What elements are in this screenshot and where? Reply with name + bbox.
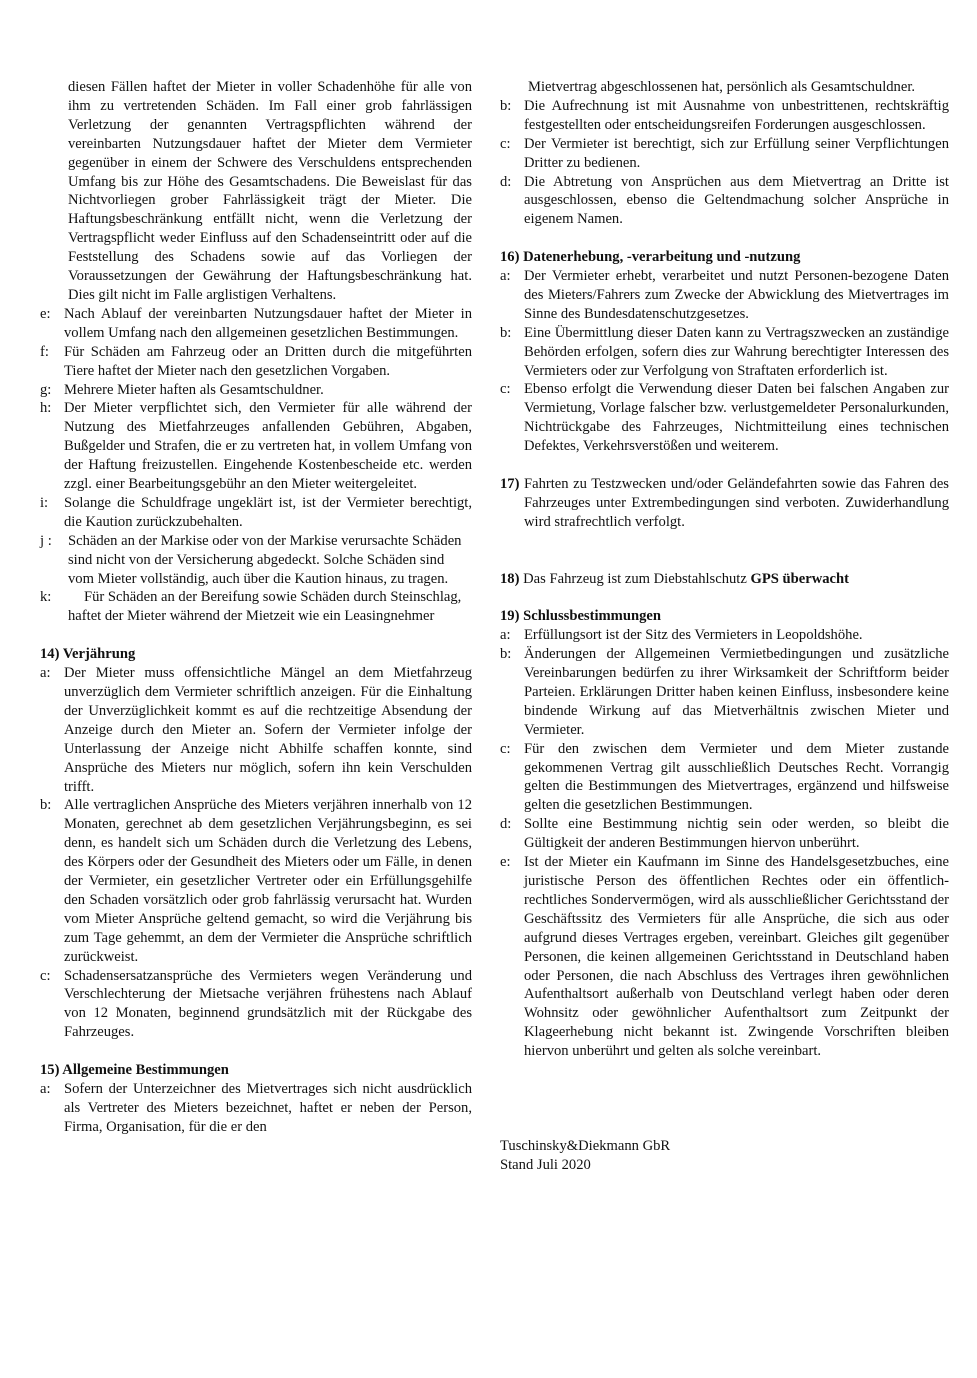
list-item: f: Für Schäden am Fahrzeug oder an Dritten durch die mitgeführten Tiere haftet der Mieter nach den gesetzlichen Vorgaben. xyxy=(40,343,472,379)
list-item: c: Für den zwischen dem Vermieter und dem Mieter zustande gekommenen Vertrag gilt ausschließlich Deutsches Recht. Vorrangig gelten die Bestimmungen des Mietvertrages, ergänzend und hilfsweise gelten die gesetzlichen Bestimmungen. xyxy=(500,740,949,814)
section-18: 18) Das Fahrzeug ist zum Diebstahlschutz GPS überwacht xyxy=(500,570,850,587)
list-item: g: Mehrere Mieter haften als Gesamtschuldner. xyxy=(40,381,324,398)
list-item: c: Ebenso erfolgt die Verwendung dieser Daten bei falschen Angaben zur Vermietung, Vorlage falscher bzw. verlustgemeldeter Personalurkunden, Nichtrückgabe des Fahrzeuges, Nichtmitteilung eines technischen Defektes, Verkehrsverstößen und weiterem. xyxy=(500,381,949,455)
list-item-j-line: vom Mieter vollständig, auch über die Kaution hinaus, zu tragen. xyxy=(68,570,449,587)
left-column xyxy=(40,78,472,1137)
list-item: i: Solange die Schuldfrage ungeklärt ist, ist der Vermieter berechtigt, die Kaution zurückzubehalten. xyxy=(40,494,472,530)
section-heading: 15) Allgemeine Bestimmungen xyxy=(40,1062,229,1079)
list-item: c: Der Vermieter ist berechtigt, sich zur Erfüllung seiner Verpflichtungen Dritter zu bedienen. xyxy=(500,135,949,171)
list-item: d: Sollte eine Bestimmung nichtig sein oder werden, so bleibt die Gültigkeit der anderen Bestimmungen hiervon unberührt. xyxy=(500,816,949,852)
list-item: d: Die Abtretung von Ansprüchen aus dem Mietvertrag an Dritte ist ausgeschlossen, ebenso die Geltendmachung solcher Ansprüche in eigenem Namen. xyxy=(500,173,949,228)
list-item: a: Sofern der Unterzeichner des Mietvertrages sich nicht ausdrücklich als Vertreter des Mieters bezeichnet, haftet er neben der Person, Firma, Organisation, für die er den xyxy=(40,1081,472,1135)
list-item-j-line: sind nicht von der Versicherung abgedeckt. Solche Schäden sind xyxy=(68,551,445,568)
list-item: a: Der Mieter muss offensichtliche Mängel an dem Mietfahrzeug unverzüglich dem Vermieter schriftlich anzeigen. Für die Einhaltung der Unverzüglichkeit kommt es auf die rechtzeitige Absendung der Anzeige durch den Mieter an. Sofern der Vermieter infolge der Unterlassung der Anzeige nicht Abhilfe schaffen konnte, sind Ansprüche des Mieters nur möglich, sofern ihn kein Verschulden trifft. xyxy=(40,665,472,795)
list-item-k: k: Für Schäden an der Bereifung sowie Schäden durch Steinschlag, xyxy=(40,589,462,606)
list-item: a: Der Vermieter erhebt, verarbeitet und nutzt Personen-bezogene Daten des Mieters/Fahrers zum Zwecke der Abwicklung des Mietvertrages im Sinne des Bundesdatenschutzgesetzes. xyxy=(500,268,949,322)
section-heading: 19) Schlussbestimmungen xyxy=(500,608,661,625)
list-item: b: Änderungen der Allgemeinen Vermietbedingungen und zusätzliche Vereinbarungen bedürfen zu ihrer Wirksamkeit der Schriftform beider Parteien. Erklärungen Dritter haben keinen Einfluss, insbesondere keine bindende Wirkung auf das Mietverhältnis zwischen Mieter und Vermieter. xyxy=(500,646,949,738)
footer-date: Stand Juli 2020 xyxy=(500,1156,591,1173)
list-item: b: Eine Übermittlung dieser Daten kann zu Vertragszwecken an zuständige Behörden erfolgen, sofern dies zur Wahrung berechtigter Interessen des Vermieters oder zur Verfolgung von Straftaten erforderlich ist. xyxy=(500,324,949,379)
list-item: b: Die Aufrechnung ist mit Ausnahme von unbestrittenen, rechtskräftig festgestellten oder entscheidungsreifen Forderungen ausgeschlossen. xyxy=(500,97,949,133)
list-item: e: Nach Ablauf der vereinbarten Nutzungsdauer haftet der Mieter in vollem Umfang nach den allgemeinen gesetzlichen Bestimmungen. xyxy=(40,305,472,341)
list-item: e: Ist der Mieter ein Kaufmann im Sinne des Handelsgesetzbuches, eine juristische Person des öffentlichen Rechtes oder ein öffentlich-rechtliches Sondervermögen, wird als ausschließlicher Gerichtsstand der Geschäftssitz des Vermieters für alle Ansprüche, die sich aus oder aufgrund dieses Vertrages ergeben, vereinbart. Gleiches gilt gegenüber Personen, die keinen allgemeinen Gerichtsstand in Deutschland haben oder Personen, die nach Abschluss des Vertrages ihren gewöhnlichen Aufenthaltsort außerhalb von Deutschland verlegt haben oder deren Wohnsitz oder gewöhnlicher Aufenthaltsort zum Zeitpunkt der Klageerhebung nicht bekannt ist. Zwingende Vorschriften bleiben hiervon unberührt und gelten als solche vereinbart. xyxy=(500,854,949,1060)
continued-paragraph: diesen Fällen haftet der Mieter in voller Schadenhöhe für alle von ihm zu vertretenden Schäden. Im Fall einer grob fahrlässigen Verletzung der genannten Vertragspflichten während der vereinbarten Nutzungsdauer haftet der Mieter dem Vermieter gegenüber in einem der Schwere des Verschuldens entsprechenden Umfang bis zur Höhe des Gesamtschadens. Die Beweislast für das Nichtvorliegen grober Fahrlässigkeit trägt der Mieter. Die Haftungsbeschränkung entfällt nicht, wenn die Verletzung der Vertragspflicht weder Einfluss auf den Schadenseintritt oder auf die Feststellung des Schadens sowie auf das Vorliegen der Voraussetzungen der Gewährung der Haftungsbeschränkung hat. Dies gilt nicht im Falle arglistigen Verhaltens. xyxy=(68,79,472,303)
section-heading: 14) Verjährung xyxy=(40,646,136,663)
list-item-k-line: haftet der Mieter während der Mietzeit wie ein Leasingnehmer xyxy=(68,608,435,625)
section-17: 17) Fahrten zu Testzwecken und/oder Geländefahrten sowie das Fahren des Fahrzeuges unter Extrembedingungen sind verboten. Zuwiderhandlung wird strafrechtlich verfolgt. xyxy=(500,476,949,530)
list-item: c: Schadensersatzansprüche des Vermieters wegen Veränderung und Verschlechterung der Mietsache verjähren frühestens nach Ablauf von 12 Monaten, beginnend grundsätzlich mit der Rückgabe des Fahrzeuges. xyxy=(40,967,472,1041)
list-item: a: Erfüllungsort ist der Sitz des Vermieters in Leopoldshöhe. xyxy=(500,627,863,644)
list-item-j: j : Schäden an der Markise oder von der Markise verursachte Schäden xyxy=(40,532,462,549)
section-heading: 16) Datenerhebung, -verarbeitung und -nutzung xyxy=(500,249,801,266)
footer-company: Tuschinsky&Diekmann GbR xyxy=(500,1137,671,1154)
continued-paragraph: Mietvertrag abgeschlossenen hat, persönlich als Gesamtschuldner. xyxy=(528,79,916,95)
list-item: h: Der Mieter verpflichtet sich, den Vermieter für alle während der Nutzung des Mietfahrzeuges anfallenden Gebühren, Abgaben, Bußgelder und Strafen, die er zu vertreten hat, in vollem Umfang von der Haftung freizustellen. Eingehende Kostenbescheide etc. werden zzgl. einer Bearbeitungsgebühr an den Mieter weitergeleitet. xyxy=(40,400,472,493)
list-item: b: Alle vertraglichen Ansprüche des Mieters verjähren innerhalb von 12 Monaten, gerechnet ab dem gesetzlichen Verjährungsbeginn, es sei denn, es handelt sich um Schäden durch die Verletzung des Lebens, des Körpers oder der Gesundheit des Mieters oder um Fälle, in denen der Vermieter, ein gesetzlicher Vertreter oder ein Erfüllungsgehilfe den Schaden vorsätzlich oder grob fahrlässig verursacht hat. Wurden vom Mieter Ansprüche geltend gemacht, so wird die Verjährung bis zum Tage gehemmt, an dem der Vermieter die Ansprüche schriftlich zurückweist. xyxy=(40,797,472,965)
right-column xyxy=(500,78,949,1174)
